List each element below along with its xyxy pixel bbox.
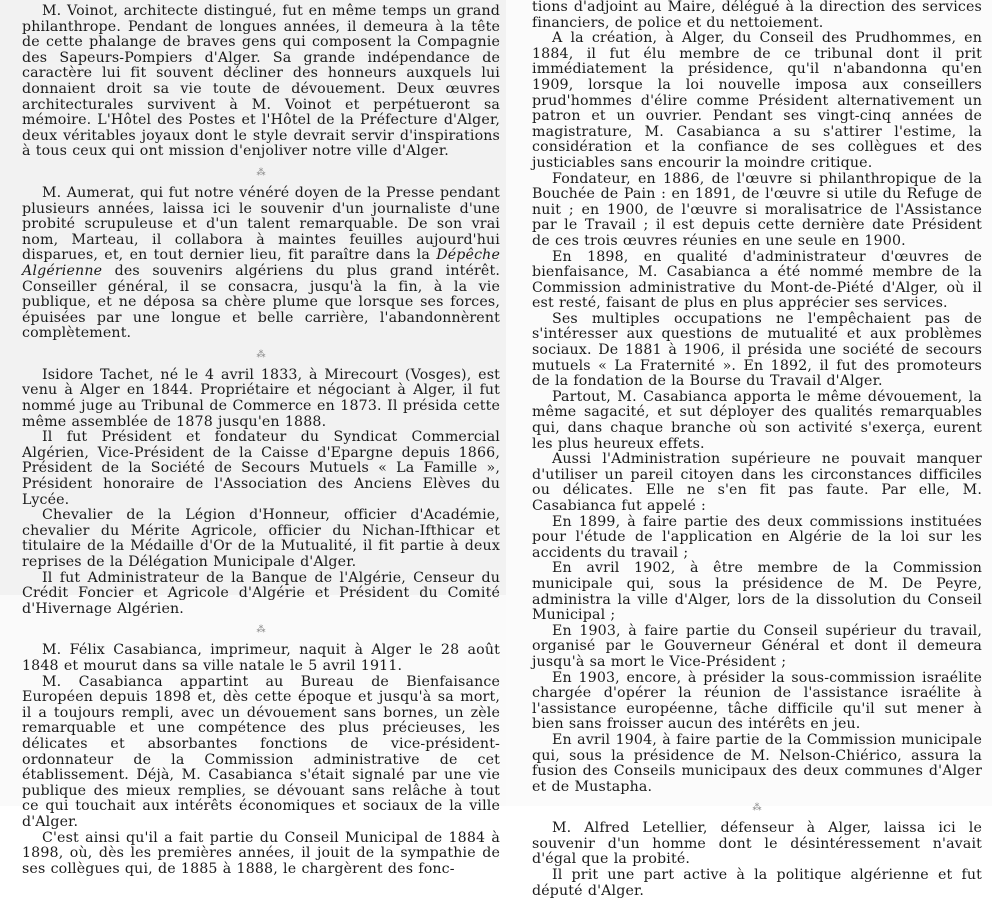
paragraph-letellier-2: Il prit une part active à la politique algérienne et fut député d'Alger. — [532, 867, 982, 899]
paragraph-mont-de-piete: En 1898, en qualité d'administrateur d'œuvres de bienfaisance, M. Casabianca a été nommé membre de la Commission administrative du Mont-de-Piété d'Alger, où il est resté, faisant de plus en plus apprécier ses services. — [532, 248, 982, 312]
paragraph-1904: En avril 1904, à faire partie de la Commission municipale qui, sous la présidence de M. Nelson-Chiérico, assura la fusion des Conseils municipaux des deux communes d'Alger et de Mustapha. — [532, 731, 982, 795]
right-column-text — [532, 0, 982, 899]
paragraph-tachet-1: Isidore Tachet, né le 4 avril 1833, à Mirecourt (Vosges), est venu à Alger en 1844. Propriétaire et négociant à Alger, il fut nommé juge au Tribunal de Commerce en 1873. Il présida cette même assemblée de 1878 jusqu'en 1888. — [22, 366, 500, 430]
section-separator: ⁂ — [256, 167, 266, 178]
paragraph-casabianca-3: C'est ainsi qu'il a fait partie du Conseil Municipal de 1884 à 1898, où, dès les premières années, il jouit de la sympathie de ses collègues qui, de 1885 à 1888, le chargèrent des fonc- — [22, 829, 500, 877]
paragraph-fondateur: Fondateur, en 1886, de l'œuvre si philanthropique de la Bouchée de Pain : en 1891, de l'œuvre si utile du Refuge de nuit ; en 1900, de l'œuvre si moralisatrice de l'Assistance par le Travail ; il est depuis cette dernière date Président de ces trois œuvres réunies en une seule en 1900. — [532, 170, 982, 249]
paragraph-casabianca-1: M. Félix Casabianca, imprimeur, naquit à Alger le 28 août 1848 et mourut dans sa ville natale le 5 avril 1911. — [22, 642, 500, 674]
paragraph-tachet-2: Il fut Président et fondateur du Syndicat Commercial Algérien, Vice-Président de la Caisse d'Epargne depuis 1866, Président de la Société de Secours Mutuels « La Famille », Président honoraire de l'Association des Anciens Elèves du Lycée. — [22, 429, 500, 508]
paragraph-letellier-1: M. Alfred Letellier, défenseur à Alger, laissa ici le souvenir d'un homme dont le désintéressement n'avait d'égal que la probité. — [532, 820, 982, 868]
section-separator: ⁂ — [256, 349, 266, 360]
paragraph-administration: Aussi l'Administration supérieure ne pouvait manquer d'utiliser un pareil citoyen dans les circonstances difficiles ou délicates. Elle ne s'en fit pas faute. Par elle, M. Casabianca fut appelé : — [532, 451, 982, 514]
left-column — [0, 0, 506, 877]
newspaper-title: Dépêche Algérienne — [22, 247, 500, 279]
paragraph-1899: En 1899, à faire partie des deux commissions instituées pour l'étude de l'application en Algérie de la loi sur les accidents du travail ; — [532, 513, 982, 561]
section-separator: ⁂ — [752, 803, 762, 814]
paragraph-1903-encore: En 1903, encore, à présider la sous-commission israélite chargée d'opérer la réunion de l'assistance israélite à l'assistance européenne, tâche difficile qu'il sut mener à bien sans froisser aucun des intérêts en jeu. — [532, 669, 982, 733]
paragraph-1902: En avril 1902, à être membre de la Commission municipale qui, sous la présidence de M. De Peyre, administra la ville d'Alger, lors de la dissolution du Conseil Municipal ; — [532, 560, 982, 624]
aumerat-text-2: des souvenirs algériens du plus grand intérêt. Conseiller général, il se consacra, jusqu'à la fin, à la vie publique, et ne déposa sa chère plume que lorsque ses forces, épuisées par une longue et belle carrière, l'abandonnèrent complètement. — [22, 262, 500, 342]
paragraph-1903: En 1903, à faire partie du Conseil supérieur du travail, organisé par le Gouverneur Général et dont il demeura jusqu'à sa mort le Vice-Président ; — [532, 622, 982, 670]
paragraph-aumerat — [22, 186, 500, 342]
aumerat-text-1: M. Aumerat, qui fut notre vénéré doyen de la Presse pendant plusieurs années, laissa ici le souvenir d'un journaliste d'une probité scrupuleuse et d'un talent remarquable. De son vrai nom, Marteau, il collabora à maintes feuilles aujourd'hui disparues, et, en tout dernier lieu, fit paraître dans la — [22, 184, 500, 264]
section-separator: ⁂ — [256, 625, 266, 636]
paragraph-tachet-3: Chevalier de la Légion d'Honneur, officier d'Académie, chevalier du Mérite Agricole, officier du Nichan-Ifthicar et titulaire de la Médaille d'Or de la Mutualité, il fit partie à deux reprises de la Délégation Municipale d'Alger. — [22, 507, 500, 570]
paragraph-tachet-4: Il fut Administrateur de la Banque de l'Algérie, Censeur du Crédit Foncier et Agricole d'Algérie et Président du Comité d'Hivernage Algérien. — [22, 569, 500, 617]
paragraph-partout: Partout, M. Casabianca apporta le même dévouement, la même sagacité, et sut déployer des qualités remarquables qui, dans chaque branche où son activité s'exerça, eurent les plus heureux effets. — [532, 388, 982, 452]
paragraph-continuation: tions d'adjoint au Maire, délégué à la direction des services financiers, de police et du nettoiement. — [532, 0, 982, 31]
paragraph-prudhommes: A la création, à Alger, du Conseil des Prudhommes, en 1884, il fut élu membre de ce tribunal dont il prit immédiatement la présidence, qu'il n'abandonna qu'en 1909, lorsque la loi nouvelle imposa aux conseillers prud'hommes d'élire comme Président alternativement un patron et un ouvrier. Pendant ses vingt-cinq années de magistrature, M. Casabianca a su s'attirer l'estime, la considération et la confiance de ses collègues et des justiciables sans encourir la moindre critique. — [532, 30, 982, 171]
paragraph-mutualite: Ses multiples occupations ne l'empêchaient pas de s'intéresser aux questions de mutualité et aux problèmes sociaux. De 1881 à 1906, il présida une société de secours mutuels « La Fraternité ». En 1892, il fut des promoteurs de la fondation de la Bourse du Travail d'Alger. — [532, 310, 982, 390]
right-column — [506, 0, 992, 899]
paragraph-casabianca-2: M. Casabianca appartint au Bureau de Bienfaisance Européen depuis 1898 et, dès cette époque et jusqu'à sa mort, il a toujours rempli, avec un dévouement sans bornes, un zèle remarquable et une compétence des plus précieuses, les délicates et absorbantes fonctions de vice-président-ordonnateur de la Commission administrative de cet établissement. Déjà, M. Casabianca s'était signalé par une vie publique des mieux remplies, se dévouant sans relâche à tout ce qui touchait aux intérêts économiques et sociaux de la ville d'Alger. — [22, 673, 500, 830]
paragraph-voinot: M. Voinot, architecte distingué, fut en même temps un grand philanthrope. Pendant de longues années, il demeura à la tête de cette phalange de braves gens qui composent la Compagnie des Sapeurs-Pompiers d'Alger. Sa grande indépendance de caractère lui fit souvent décliner des honneurs auxquels lui donnaient droit sa vie toute de dévouement. Deux œuvres architecturales survivent à M. Voinot et perpétueront sa mémoire. L'Hôtel des Postes et l'Hôtel de la Préfecture d'Alger, deux véritables joyaux dont le style devrait servir d'inspirations à tous ceux qui ont mission d'enjoliver notre ville d'Alger. — [22, 3, 500, 160]
left-column-text — [22, 4, 500, 877]
